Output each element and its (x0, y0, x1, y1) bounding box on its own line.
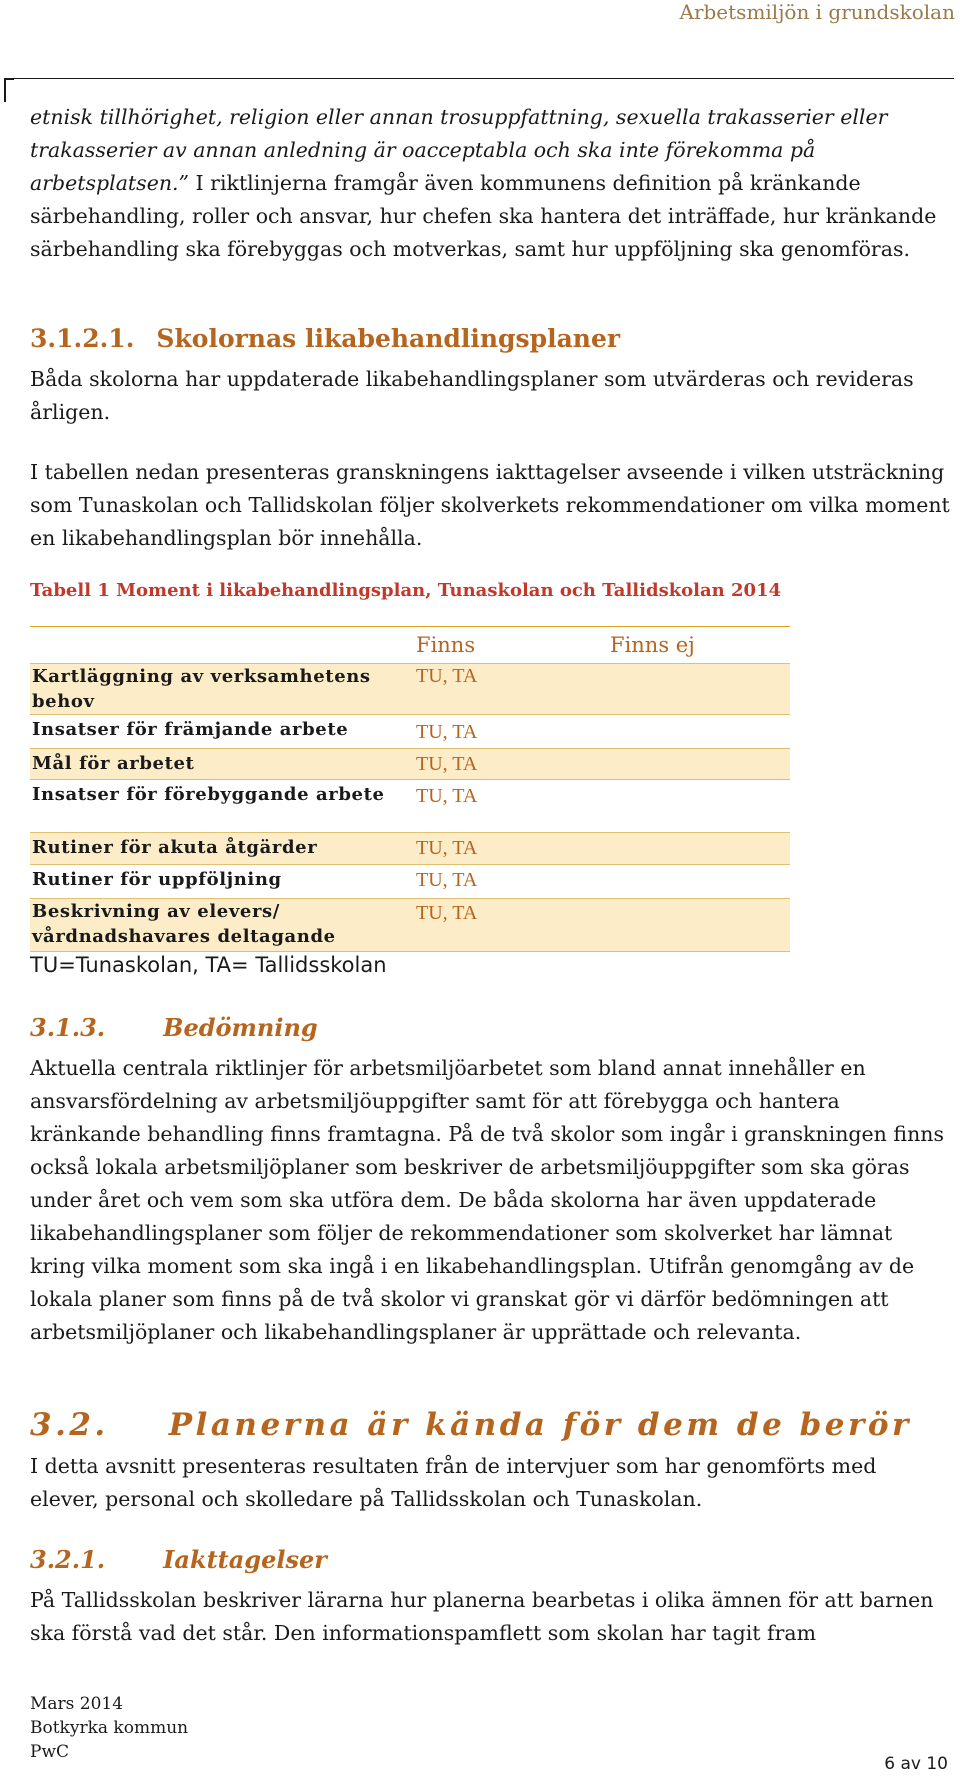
table-row (30, 832, 790, 865)
footer-date: Mars 2014 (30, 1694, 124, 1714)
section-313-heading (30, 1013, 318, 1042)
section-3121-para1: Båda skolorna har uppdaterade likabehandlingsplaner som utvärderas och revideras årligen. (30, 367, 914, 424)
table-row-label: Beskrivning av elevers/ vårdnadshavares deltagande (32, 901, 336, 947)
table-top-rule (30, 626, 790, 627)
section-321-number: 3.2.1. (30, 1545, 106, 1574)
running-header-title: Arbetsmiljön i grundskolan (679, 0, 955, 24)
table-row-finns: TU, TA (416, 665, 478, 687)
table-col-finns-ej: Finns ej (610, 633, 695, 657)
section-3121-heading (30, 324, 620, 353)
section-321-title: Iakttagelser (163, 1545, 327, 1574)
section-3121-number: 3.1.2.1. (30, 324, 135, 353)
table-caption: Tabell 1 Moment i likabehandlingsplan, Tunaskolan och Tallidskolan 2014 (30, 580, 782, 601)
table-row (30, 748, 790, 780)
page-number: 6 av 10 (884, 1754, 948, 1774)
table-row-finns: TU, TA (416, 785, 478, 807)
table-row-label: Insatser för förebyggande arbete (32, 784, 385, 805)
header-rule (4, 78, 954, 79)
table-row-finns: TU, TA (416, 902, 478, 924)
section-32-para: I detta avsnitt presenteras resultaten från de intervjuer som har genomförts med elever, personal och skolledare på Tallidsskolan och Tunaskolan. (30, 1454, 877, 1511)
table-row (30, 865, 790, 897)
intro-rest: I riktlinjerna framgår även kommunens definition på kränkande särbehandling, roller och ansvar, hur chefen ska hantera det inträffade, hur kränkande särbehandling ska förebyggas och motverkas, samt hur uppföljning ska genomföras. (30, 171, 937, 261)
section-313-para: Aktuella centrala riktlinjer för arbetsmiljöarbetet som bland annat innehåller en ansvarsfördelning av arbetsmiljöuppgifter samt för att förebygga och hantera kränkande behandling finns framtagna. På de två skolor som ingår i granskningen finns också lokala arbetsmiljöplaner som beskriver de arbetsmiljöuppgifter som ska göras under året och vem som ska utföra dem. De båda skolorna har även uppdaterade likabehandlingsplaner som följer de rekommendationer som skolverket har lämnat kring vilka moment som ska ingå i en likabehandlingsplan. Utifrån genomgång av de lokala planer som finns på de två skolor vi granskat gör vi därför bedömningen att arbetsmiljöplaner och likabehandlingsplaner är upprättade och relevanta. (30, 1056, 945, 1344)
table-row-finns: TU, TA (416, 753, 478, 775)
table-row-label: Kartläggning av verksamhetens behov (32, 666, 371, 712)
intro-paragraph (30, 101, 950, 266)
intro-quote: etnisk tillhörighet, religion eller annan trosuppfattning, sexuella trakasserier eller trakasserier av annan anledning är oacceptabla och ska inte förekomma på arbetsplatsen.” (30, 105, 888, 195)
header-corner-mark (4, 78, 14, 102)
section-3121-title: Skolornas likabehandlingsplaner (156, 324, 621, 353)
table-row-label: Insatser för främjande arbete (32, 719, 349, 740)
footer-company: PwC (30, 1742, 69, 1762)
table-col-finns: Finns (416, 633, 476, 657)
table-row-finns: TU, TA (416, 721, 478, 743)
section-32-heading (30, 1407, 912, 1443)
table-row (30, 898, 790, 952)
section-313-title: Bedömning (163, 1013, 318, 1042)
footer-org: Botkyrka kommun (30, 1718, 189, 1738)
section-3121-para2: I tabellen nedan presenteras granskningens iakttagelser avseende i vilken utsträckning som Tunaskolan och Tallidskolan följer skolverkets rekommendationer om vilka moment en likabehandlingsplan bör innehålla. (30, 460, 950, 550)
section-313-number: 3.1.3. (30, 1013, 106, 1042)
table-row-label: Rutiner för akuta åtgärder (32, 837, 318, 858)
table-row (30, 780, 790, 832)
section-321-para: På Tallidsskolan beskriver lärarna hur planerna bearbetas i olika ämnen för att barnen ska förstå vad det står. Den informationspamflett som skolan har tagit fram (30, 1588, 934, 1645)
table-row-finns: TU, TA (416, 869, 478, 891)
table-row-label: Rutiner för uppföljning (32, 869, 282, 890)
section-32-title: Planerna är kända för dem de berör (168, 1407, 912, 1443)
section-321-heading (30, 1545, 327, 1574)
table-row (30, 715, 790, 747)
table-row-label: Mål för arbetet (32, 753, 195, 774)
table-row (30, 663, 790, 715)
table-row-finns: TU, TA (416, 837, 478, 859)
section-32-number: 3.2. (30, 1407, 109, 1443)
table-legend: TU=Tunaskolan, TA= Tallidsskolan (30, 953, 387, 977)
footer-block (30, 1692, 188, 1764)
